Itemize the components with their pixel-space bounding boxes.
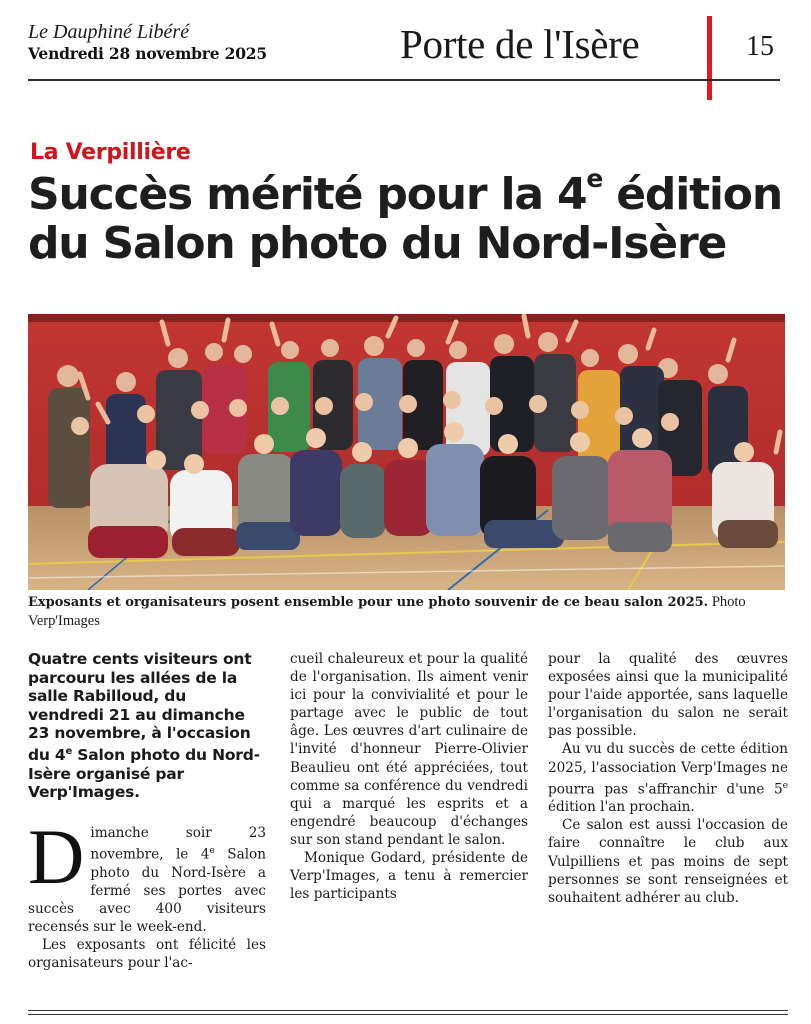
photo-credit: Photo Verp'Images	[28, 594, 746, 629]
publication-date: Vendredi 28 novembre 2025	[28, 44, 267, 63]
footer-rule	[28, 1010, 788, 1011]
paragraph-4: Au vu du succès de cette édition 2025, l'association Verp'Images ne pourra pas s'affranchir d'une 5e édition l'an prochain.	[548, 741, 788, 816]
footer-rule-double	[28, 1014, 788, 1015]
article-kicker: La Verpillière	[30, 140, 191, 165]
paragraph-3-start: Monique Godard, présidente de Verp'Images, a tenu à remercier les participants	[290, 850, 528, 903]
article-column-1	[28, 650, 266, 972]
section-title: Porte de l'Isère	[400, 21, 640, 67]
page-number: 15	[746, 31, 774, 62]
publication-name: Le Dauphiné Libéré	[28, 21, 190, 43]
paragraph-3-continued: pour la qualité des œuvres exposées ainsi que la municipalité pour l'aide apportée, sans laquelle l'organisation du salon ne serait pas possible.	[548, 651, 788, 740]
header-rule	[28, 79, 780, 81]
photo-caption: Exposants et organisateurs posent ensemble pour une photo souvenir de ce beau salon 2025. Photo Verp'Images	[28, 594, 746, 629]
paragraph-2-start: Les exposants ont félicité les organisateurs pour l'ac-	[28, 937, 266, 972]
drop-cap: D	[28, 812, 85, 900]
article-column-3	[548, 650, 788, 907]
group-photo	[28, 314, 785, 590]
paragraph-1: Dimanche soir 23 novembre, le 4e Salon photo du Nord-Isère a fermé ses portes avec succès avec 400 visiteurs recensés sur le week-end.	[28, 812, 266, 935]
section-divider-bar	[707, 16, 712, 100]
masthead	[28, 20, 267, 64]
paragraph-5: Ce salon est aussi l'occasion de faire connaître le club aux Vulpilliens et pas moins de sept personnes se sont renseignées et souhaitent adhérer au club.	[548, 817, 788, 906]
article-lead: Quatre cents visiteurs ont parcouru les allées de la salle Rabilloud, du vendredi 21 au dimanche 23 novembre, à l'occasion du 4e Salon photo du Nord-Isère organisé par Verp'Images.	[28, 650, 260, 802]
article-headline: Succès mérité pour la 4e édition du Salon photo du Nord-Isère	[28, 164, 782, 269]
article-column-2	[290, 650, 528, 903]
paragraph-2-continued: cueil chaleureux et pour la qualité de l'organisation. Ils aiment venir ici pour la convivialité et pour le partage avec le public de tout âge. Les œuvres d'art culinaire de l'invité d'honneur Pierre-Olivier Beaulieu ont été appréciées, tout comme sa conférence du vendredi qui a marqué les esprits et a engendré beaucoup d'échanges sur son stand pendant le salon.	[290, 651, 528, 848]
